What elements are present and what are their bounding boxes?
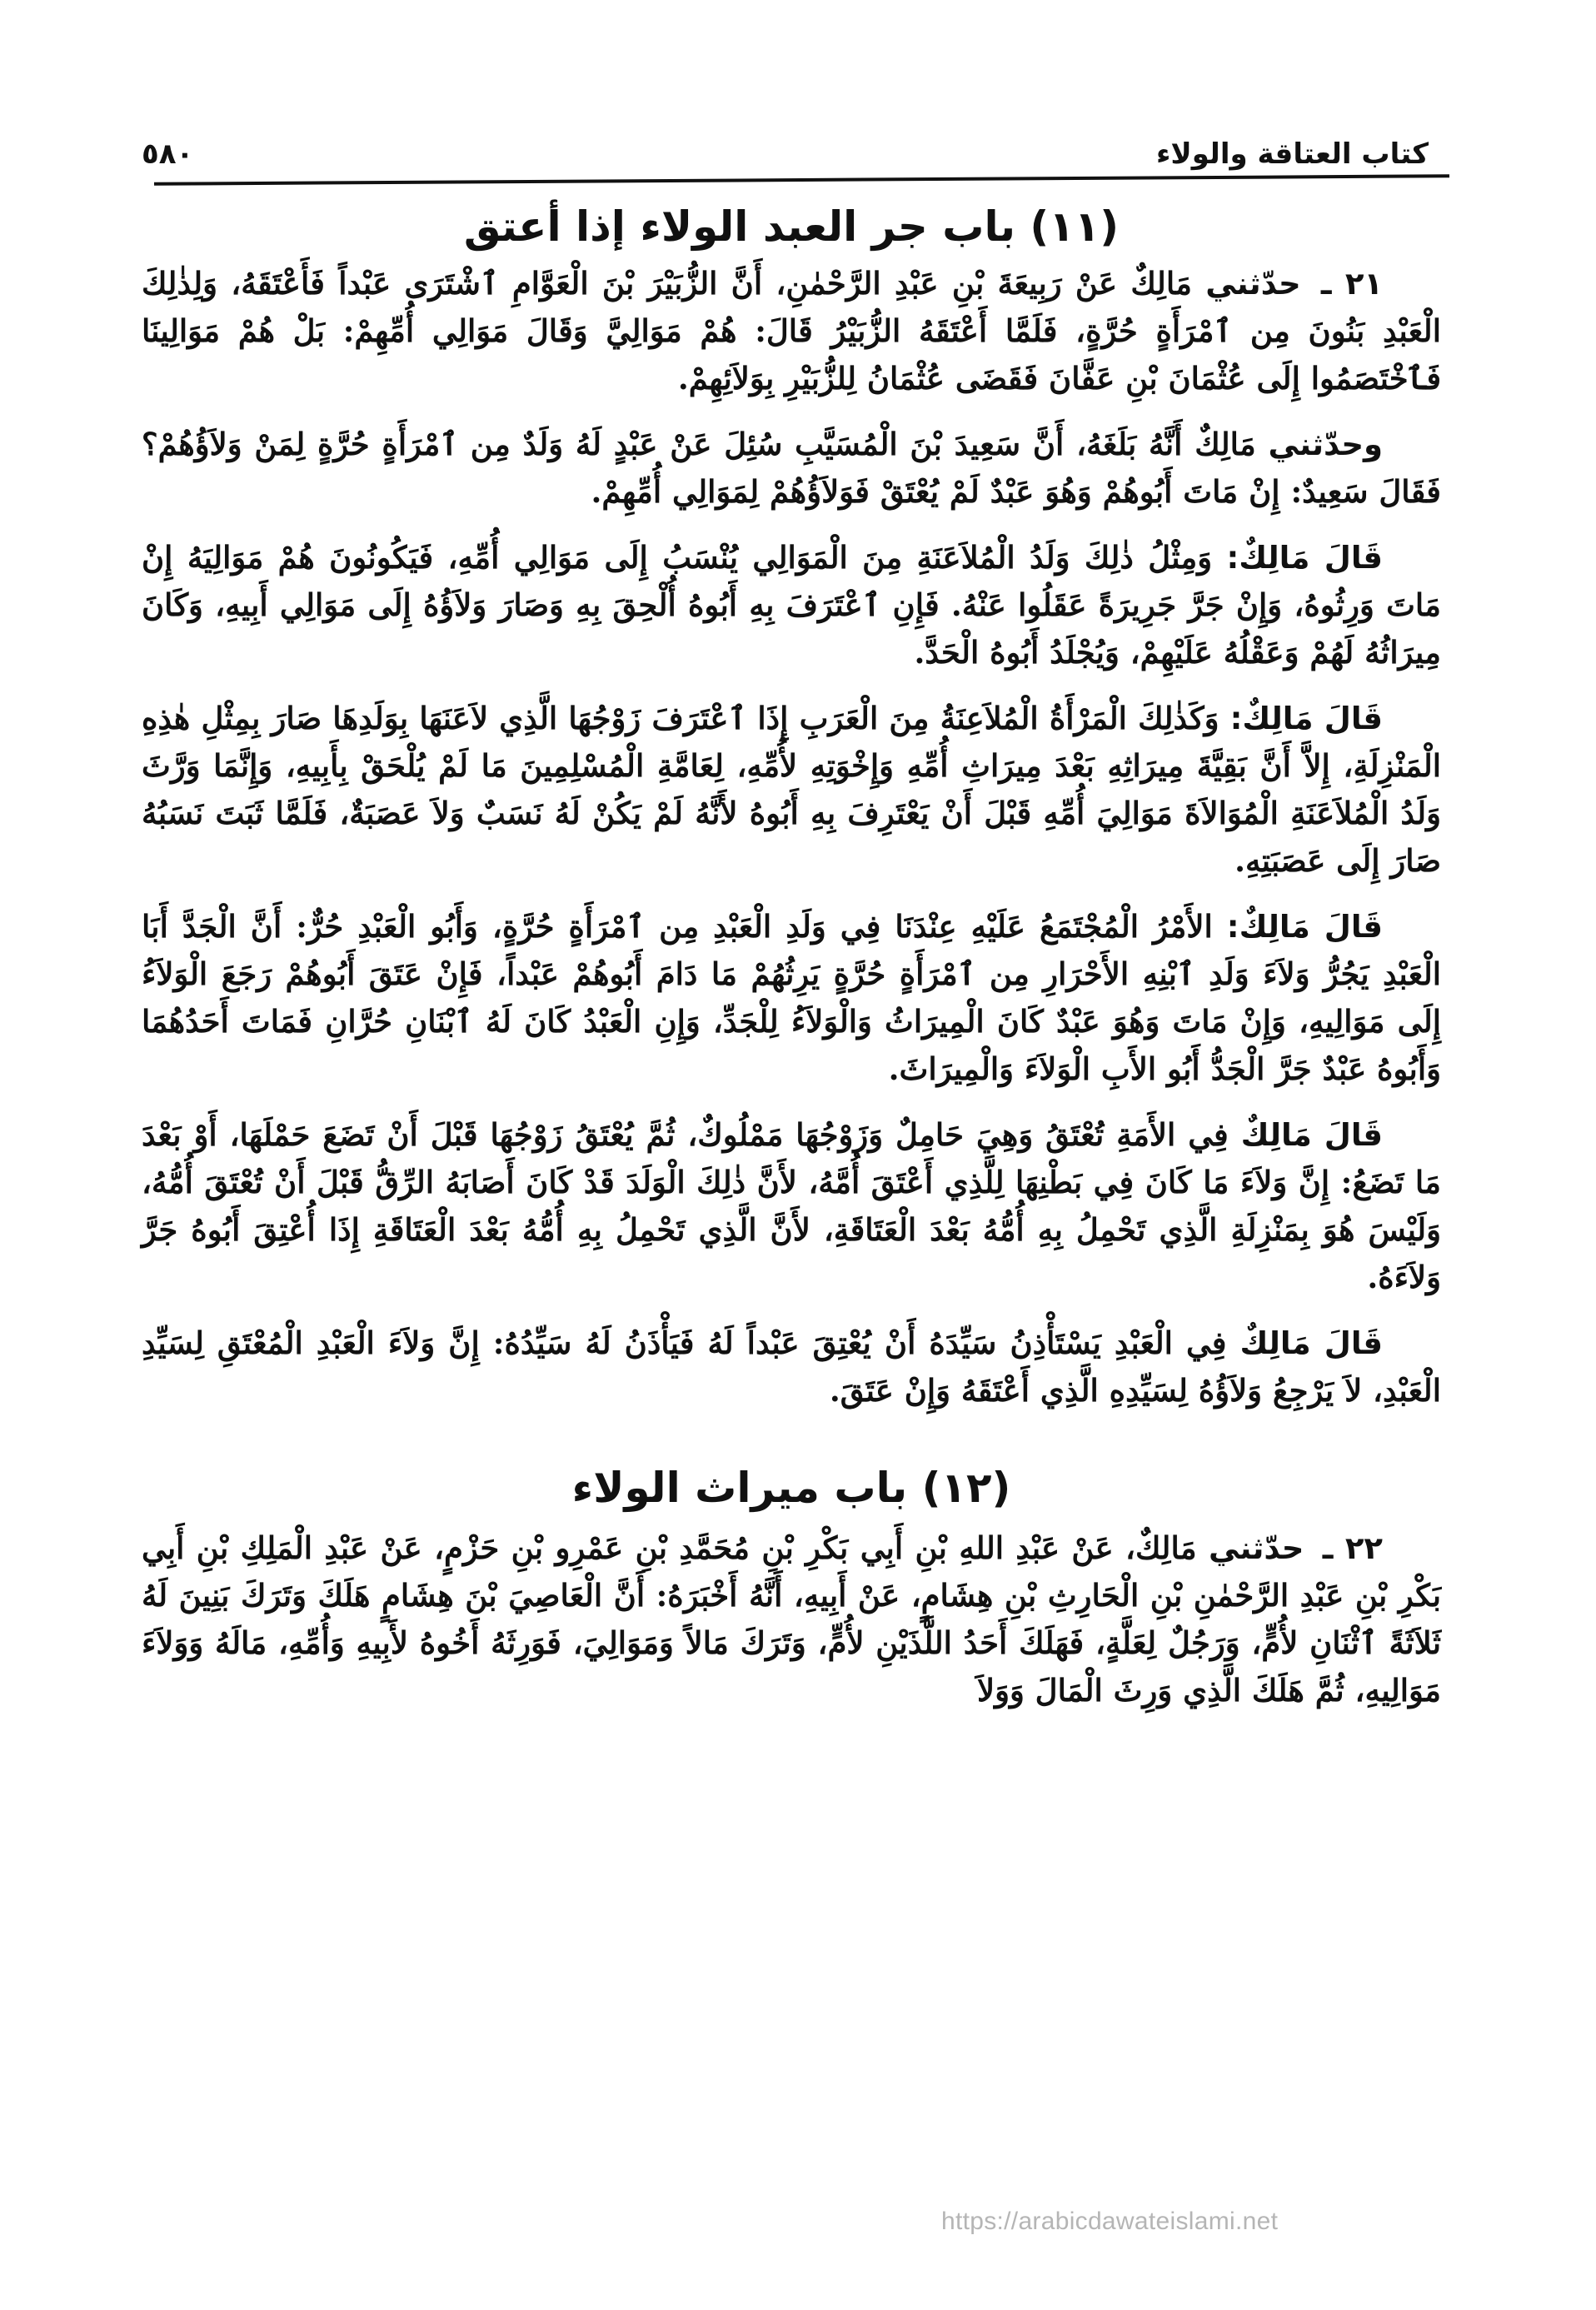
book-title: كتاب العتاقة والولاء — [1156, 137, 1429, 171]
paragraph-text: وَكَذٰلِكَ الْمَرْأَةُ الْمُلاَعِنَةُ مِنَ الْعَرَبِ إِذَا ٱعْتَرَفَ زَوْجُهَا الَّذِي لاَعَنَهَا بِوَلَدِهَا صَارَ بِمِثْلِ هٰذِهِ الْمَنْزِلَةِ، إِلاَّ أَنَّ بَقِيَّةَ مِيرَاثِهِ بَعْدَ مِيرَاثِ أُمِّهِ وَإِخْوَتِهِ لأُمِّهِ، لِعَامَّةِ الْمُسْلِمِينَ مَا لَمْ يُلْحَقْ بِأَبِيهِ، وَإِنَّمَا وَرَّثَ وَلَدُ الْمُلاَعَنَةِ الْمُوَالاَةَ مَوَالِيَ أُمِّهِ قَبْلَ أَنْ يَعْتَرِفَ بِهِ أَبُوهُ لأَنَّهُ لَمْ يَكُنْ لَهُ نَسَبٌ وَلاَ عَصَبَةٌ، فَلَمَّا ثَبَتَ نَسَبُهُ صَارَ إِلَى عَصَبَتِهِ. — [142, 700, 1441, 879]
paragraph-text: وَمِثْلُ ذٰلِكَ وَلَدُ الْمُلاَعَنَةِ مِنَ الْمَوَالِي يُنْسَبُ إِلَى مَوَالِي أُمِّهِ، فَيَكُونُونَ هُمْ مَوَالِيَهُ إِنْ مَاتَ وَرِثُوهُ، وَإِنْ جَرَّ جَرِيرَةً عَقَلُوا عَنْهُ. فَإِنِ ٱعْتَرَفَ بِهِ أَبُوهُ أُلْحِقَ بِهِ وَصَارَ وَلاَؤُهُ إِلَى مَوَالِي أَبِيهِ، وَكَانَ مِيرَاثُهُ لَهُمْ وَعَقْلُهُ عَلَيْهِمْ، وَيُجْلَدُ أَبُوهُ الْحَدَّ. — [142, 539, 1441, 671]
paragraph-lead: وحدّثني — [1268, 427, 1383, 462]
paragraph-text: الأَمْرُ الْمُجْتَمَعُ عَلَيْهِ عِنْدَنَا فِي وَلَدِ الْعَبْدِ مِن ٱمْرَأَةٍ حُرَّةٍ، وَأَبُو الْعَبْدِ حُرٌّ: أَنَّ الْجَدَّ أَبَا الْعَبْدِ يَجُرُّ وَلاَءَ وَلَدِ ٱبْنِهِ الأَحْرَارِ مِن ٱمْرَأَةٍ حُرَّةٍ يَرِثُهُمْ مَا دَامَ أَبُوهُمْ عَبْداً، فَإِنْ عَتَقَ أَبُوهُمْ رَجَعَ الْوَلاَءُ إِلَى مَوَالِيهِ، وَإِنْ مَاتَ وَهُوَ عَبْدٌ كَانَ الْمِيرَاثُ وَالْوَلاَءُ لِلْجَدِّ، وَإِنِ الْعَبْدُ كَانَ لَهُ ٱبْنَانِ حُرَّانِ فَمَاتَ أَحَدُهُمَا وَأَبُوهُ عَبْدٌ جَرَّ الْجَدُّ أَبُو الأَبِ الْوَلاَءَ وَالْمِيرَاثَ. — [142, 908, 1441, 1087]
paragraph-lead: قَالَ مَالِكٌ — [1240, 1117, 1383, 1153]
book-page — [142, 117, 1441, 1733]
chapter-heading: (١١) باب جر العبد الولاء إذا أعتق — [463, 202, 1120, 251]
paragraph-text: مَالِكٌ، عَنْ عَبْدِ اللهِ بْنِ أَبِي بَكْرِ بْنِ مُحَمَّدِ بْنِ عَمْرِو بْنِ حَزْمٍ، عَنْ عَبْدِ الْمَلِكِ بْنِ أَبِي بَكْرِ بْنِ عَبْدِ الرَّحْمٰنِ بْنِ الْحَارِثِ بْنِ هِشَامٍ، عَنْ أَبِيهِ، أَنَّهُ أَخْبَرَهُ: أَنَّ الْعَاصِيَ بْنَ هِشَامٍ هَلَكَ وَتَرَكَ بَنِينَ لَهُ ثَلاَثَةً ٱثْنَانِ لأُمٍّ، وَرَجُلٌ لِعَلَّةٍ، فَهَلَكَ أَحَدُ اللَّذَيْنِ لأُمٍّ، وَتَرَكَ مَالاً وَمَوَالِيَ، فَوَرِثَهُ أَخُوهُ لأَبِيهِ وَأُمِّهِ، مَالَهُ وَوَلاَءَ مَوَالِيهِ، ثُمَّ هَلَكَ الَّذِي وَرِثَ الْمَالَ وَوَلاَ — [142, 1529, 1441, 1709]
paragraph-text: فِي الْعَبْدِ يَسْتَأْذِنُ سَيِّدَهُ أَنْ يُعْتِقَ عَبْداً لَهُ فَيَأْذَنُ لَهُ سَيِّدُهُ: إِنَّ وَلاَءَ الْعَبْدِ الْمُعْتَقِ لِسَيِّدِ الْعَبْدِ، لاَ يَرْجِعُ وَلاَؤُهُ لِسَيِّدِهِ الَّذِي أَعْتَقَهُ وَإِنْ عَتَقَ. — [142, 1325, 1441, 1409]
chapter-heading: (١٢) باب ميراث الولاء — [571, 1464, 1011, 1512]
paragraph-text: مَالِكٌ أَنَّهُ بَلَغَهُ، أَنَّ سَعِيدَ بْنَ الْمُسَيَّبِ سُئِلَ عَنْ عَبْدٍ لَهُ وَلَدٌ مِن ٱمْرَأَةٍ حُرَّةٍ لِمَنْ وَلاَؤُهُمْ؟ فَقَالَ سَعِيدٌ: إِنْ مَاتَ أَبُوهُمْ وَهُوَ عَبْدٌ لَمْ يُعْتَقْ فَوَلاَؤُهُمْ لِمَوَالِي أُمِّهِمْ. — [142, 426, 1441, 510]
commentary-paragraph — [142, 903, 1441, 1093]
commentary-paragraph — [142, 695, 1441, 885]
page-number: ٥٨٠ — [142, 137, 194, 171]
hadith-paragraph — [142, 1524, 1441, 1714]
paragraph-text: فِي الأَمَةِ تُعْتَقُ وَهِيَ حَامِلٌ وَزَوْجُهَا مَمْلُوكٌ، ثُمَّ يُعْتَقُ زَوْجُهَا قَبْلَ أَنْ تَضَعَ حَمْلَهَا، أَوْ بَعْدَ مَا تَضَعُ: إِنَّ وَلاَءَ مَا كَانَ فِي بَطْنِهَا لِلَّذِي أَعْتَقَ أُمَّهُ، لأَنَّ ذٰلِكَ الْوَلَدَ قَدْ كَانَ أَصَابَهُ الرِّقُّ قَبْلَ أَنْ تُعْتَقَ أُمُّهُ، وَلَيْسَ هُوَ بِمَنْزِلَةِ الَّذِي تَحْمِلُ بِهِ أُمُّهُ بَعْدَ الْعَتَاقَةِ، لأَنَّ الَّذِي تَحْمِلُ بِهِ أُمُّهُ بَعْدَ الْعَتَاقَةِ إِذَا أُعْتِقَ أَبُوهُ جَرَّ وَلاَءَهُ. — [142, 1116, 1441, 1295]
hadith-paragraph — [142, 260, 1441, 402]
hadith-paragraph — [142, 421, 1441, 516]
watermark-url: https://arabicdawateislami.net — [941, 2208, 1279, 2235]
paragraph-text: مَالِكٌ عَنْ رَبِيعَةَ بْنِ عَبْدِ الرَّحْمٰنِ، أَنَّ الزُّبَيْرَ بْنَ الْعَوَّامِ ٱشْتَرَى عَبْداً فَأَعْتَقَهُ، وَلِذٰلِكَ الْعَبْدِ بَنُونَ مِن ٱمْرَأَةٍ حُرَّةٍ، فَلَمَّا أَعْتَقَهُ الزُّبَيْرُ قَالَ: هُمْ مَوَالِيَّ وَقَالَ مَوَالِي أُمِّهِمْ: بَلْ هُمْ مَوَالِينَا فَٱخْتَصَمُوا إِلَى عُثْمَانَ بْنِ عَفَّانَ فَقَضَى عُثْمَانُ لِلزُّبَيْرِ بِوَلاَئِهِمْ. — [142, 265, 1441, 397]
paragraph-lead: قَالَ مَالِكٌ: — [1229, 701, 1383, 736]
paragraph-lead: قَالَ مَالِكٌ: — [1226, 909, 1383, 945]
commentary-paragraph — [142, 1320, 1441, 1414]
hadith-number: ٢٢ ـ — [1322, 1530, 1383, 1566]
header-divider — [154, 174, 1449, 185]
paragraph-lead: قَالَ مَالِكٌ — [1239, 1325, 1383, 1361]
paragraph-lead: قَالَ مَالِكٌ: — [1226, 540, 1383, 576]
hadith-number: ٢١ ـ — [1320, 266, 1383, 302]
commentary-paragraph — [142, 534, 1441, 676]
commentary-paragraph — [142, 1111, 1441, 1301]
paragraph-lead: حدّثني — [1205, 266, 1301, 302]
running-header — [142, 117, 1441, 171]
paragraph-lead: حدّثني — [1208, 1530, 1304, 1566]
